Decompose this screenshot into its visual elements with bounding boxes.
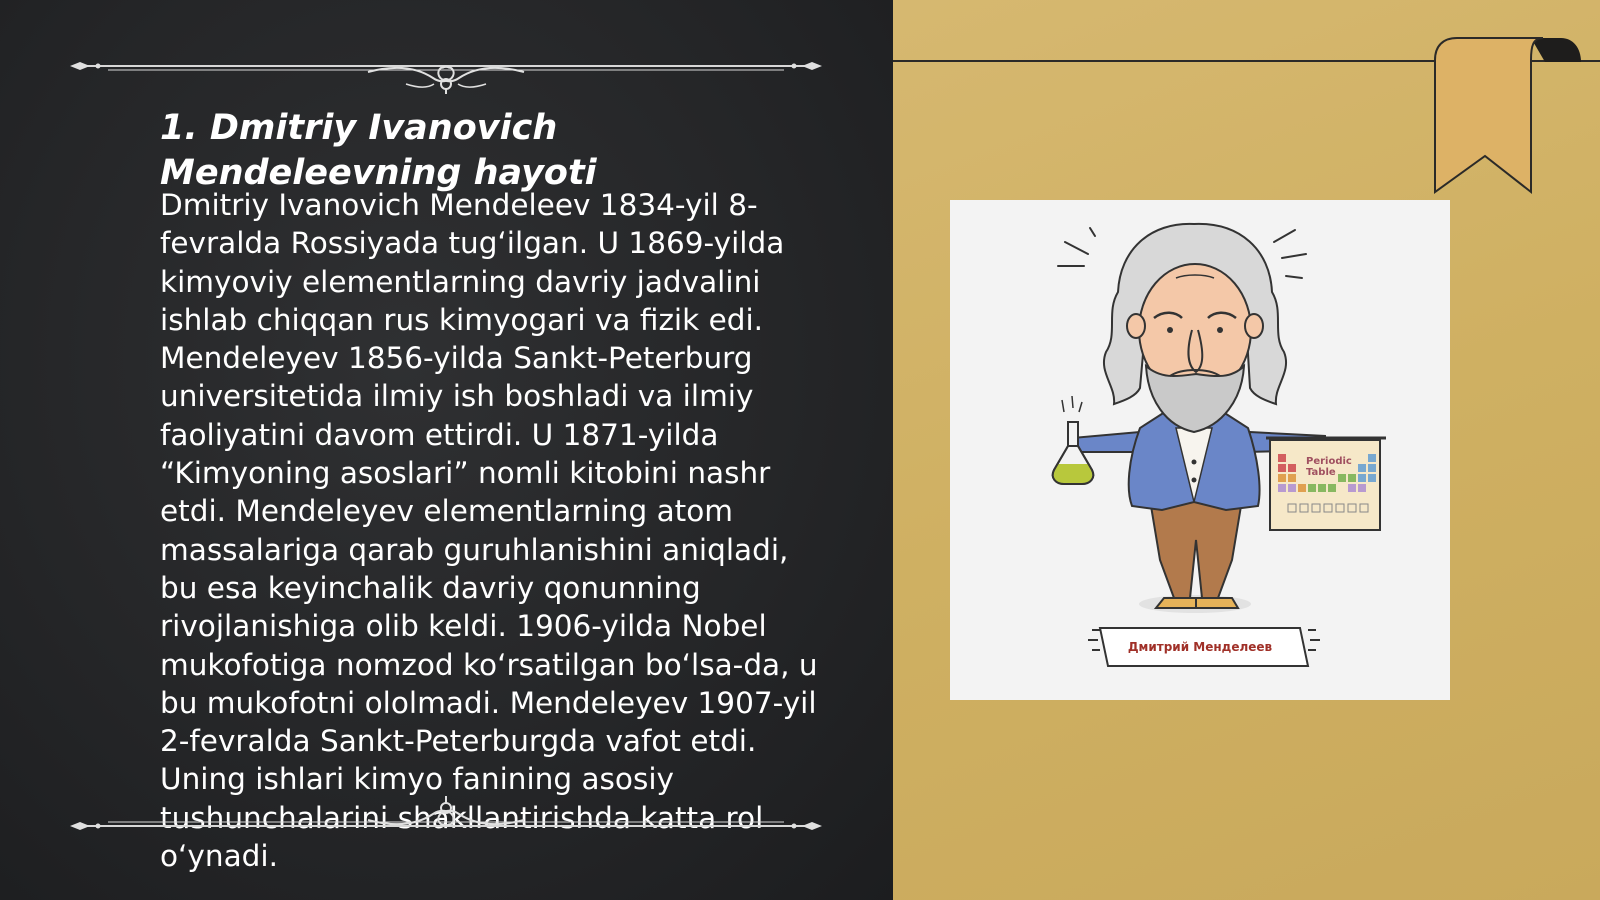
mendeleev-illustration [950,200,1450,700]
bookmark-ribbon [1433,36,1583,200]
periodic-table-icon [1266,438,1386,530]
slide-body-text: Dmitriy Ivanovich Mendeleev 1834-yil 8-fevralda Rossiyada tug‘ilgan. U 1869-yilda kimyoviy elementlarning davriy jadvalini ishlab chiqqan rus kimyogari va fizik edi. Mendeleyev 1856-yilda Sankt-Peterburg universitetida ilmiy ish boshladi va ilmiy faoliyatini davom ettirdi. U 1871-yilda “Kimyoning asoslari” nomli kitobini nashr etdi. Mendeleyev elementlarning atom massalariga qarab guruhlanishini aniqladi, bu esa keyinchalik davriy qonunning rivojlanishiga olib keldi. 1906-yilda Nobel mukofotiga nomzod ko‘rsatilgan bo‘lsa-da, u bu mukofotni ololmadi. Mendeleyev 1907-yil 2-fevralda Sankt-Peterburgda vafot etdi. Uning ishlari kimyo fanining asosiy tushunchalarini shakllantirishda katta rol o‘ynadi. [160,188,818,874]
ornament-divider-top [68,44,824,94]
svg-text:Table: Table [1306,467,1336,478]
svg-text:Periodic: Periodic [1306,456,1352,467]
ornament-divider-bottom [68,790,824,840]
slide-title: 1. Dmitriy Ivanovich Mendeleevning hayoti [160,108,597,193]
plaque-label: Дмитрий Менделеев [1127,640,1273,654]
